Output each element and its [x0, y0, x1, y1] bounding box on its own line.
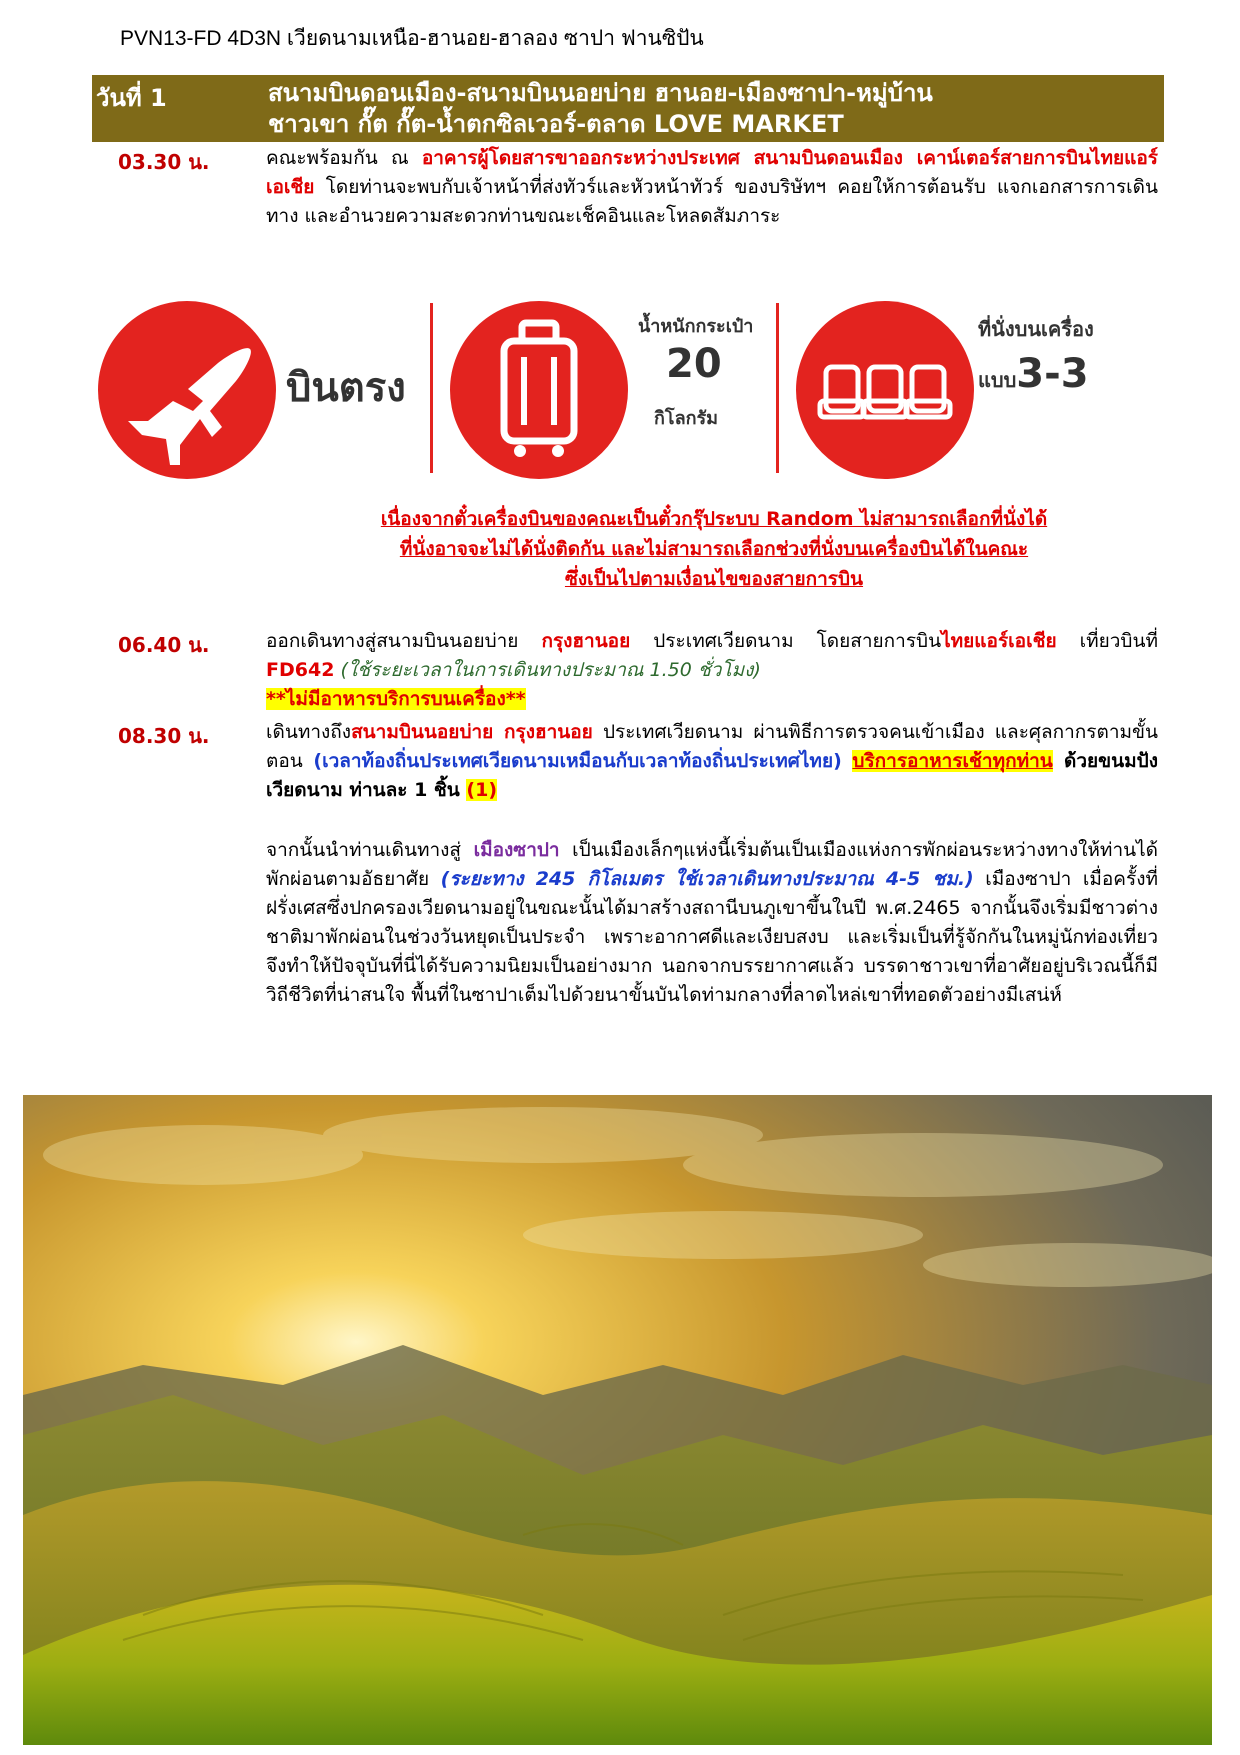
entry-0830-text	[266, 718, 1158, 805]
time-0330: 03.30 น.	[118, 150, 210, 174]
arrival-airport: สนามบินนอยบ่าย กรุงฮานอย	[351, 721, 593, 743]
direct-flight-label: บินตรง	[286, 365, 406, 411]
entry-text: โดยท่านจะพบกับเจ้าหน้าที่ส่งทัวร์และหัวหน้าทัวร์ ของบริษัทฯ คอยให้การต้อนรับ แจกเอกสารการเดินทาง และอำนวยความสะดวกท่านขณะเช็คอินและโหลดสัมภาระ	[266, 176, 1158, 227]
baggage-unit: กิโลกรัม	[654, 408, 719, 429]
day-title-line2: ชาวเขา กั๊ต กั๊ต-น้ำตกซิลเวอร์-ตลาด LOVE MARKET	[268, 110, 844, 138]
entry-text: เดินทางถึง	[266, 721, 352, 743]
entry-text: ออกเดินทางสู่สนามบินนอยบ่าย	[266, 630, 542, 652]
sapa-town: เมืองซาปา	[473, 839, 560, 861]
time-zone-note: (เวลาท้องถิ่นประเทศเวียดนามเหมือนกับเวลาท้องถิ่นประเทศไทย)	[313, 750, 842, 772]
entry-text: ประเทศเวียดนาม ผ่านพิธีการตรวจคนเข้าเมือง และศุลกากรตามขั้นตอน	[266, 721, 1158, 772]
seat-label: ที่นั่งบนเครื่อง	[978, 317, 1094, 341]
entry-0640-text	[266, 627, 1158, 714]
seat-circle	[796, 301, 974, 479]
plane-circle	[98, 301, 276, 479]
luggage-circle	[450, 301, 628, 479]
time-0640: 06.40 น.	[118, 633, 210, 657]
divider	[430, 303, 433, 473]
sapa-rice-terrace-photo	[23, 1095, 1212, 1745]
entry-text: เมืองซาปา เมื่อครั้งที่ฝรั่งเศสซึ่งปกครองเวียดนามอยู่ในขณะนั้นได้มาสร้างสถานีบนภูเขาขึ้นในปี พ.ศ.2465 จากนั้นจึงเริ่มมีชาวต่างชาติมาพักผ่อนในช่วงวันหยุดเป็นประจำ เพราะอากาศดีและเงียบสงบ และเริ่มเป็นที่รู้จักกันในหมู่นักท่องเที่ยว จึงทำให้ปัจจุบันที่นี่ได้รับความนิยมเป็นอย่างมาก นอกจากบรรยากาศแล้ว บรรดาชาวเขาที่อาศัยอยู่บริเวณนี้ก็มีวิถีชีวิตที่น่าสนใจ พื้นที่ในซาปาเต็มไปด้วยนาขั้นบันไดท่ามกลางที่ลาดไหล่เขาที่ทอดตัวอย่างมีเสน่ห์	[266, 868, 1158, 1006]
divider	[776, 303, 779, 473]
entry-text: เป็นเมืองเล็กๆแห่งนี้เริ่มต้นเป็นเมืองแห่งการพักผ่อนระหว่างทางให้ท่านได้พักผ่อนตามอัธยาศัย	[266, 839, 1158, 890]
seat-prefix: แบบ	[978, 368, 1017, 392]
airplane-icon	[98, 301, 276, 479]
flight-number: FD642	[266, 659, 335, 681]
baggage-value: 20	[666, 341, 722, 387]
entry-text: คณะพร้อมกัน ณ	[266, 147, 422, 169]
departure-terminal: อาคารผู้โดยสารขาออกระหว่างประเทศ สนามบินดอนเมือง เคาน์เตอร์สายการบินไทยแอร์เอเชีย	[266, 147, 1158, 198]
entry-text: ประเทศเวียดนาม โดยสายการบิน	[630, 630, 942, 652]
time-0830: 08.30 น.	[118, 724, 210, 748]
day-label: วันที่ 1	[96, 84, 167, 112]
day-title-line1: สนามบินดอนเมือง-สนามบินนอยบ่าย ฮานอย-เมืองซาปา-หมู่บ้าน	[268, 79, 933, 107]
entry-0330-text	[266, 144, 1158, 231]
notice-line: ซึ่งเป็นไปตามเงื่อนไขของสายการบิน	[564, 568, 864, 590]
airline-name: ไทยแอร์เอเชีย	[941, 630, 1057, 652]
notice-line: เนื่องจากตั๋วเครื่องบินของคณะเป็นตั๋วกรุ๊ประบบ Random ไม่สามารถเลือกที่นั่งได้	[380, 508, 1048, 530]
flight-duration: (ใช้ระยะเวลาในการเดินทางประมาณ 1.50 ชั่วโมง)	[334, 659, 761, 681]
notice-line: ที่นั่งอาจจะไม่ได้นั่งติดกัน และไม่สามารถเลือกช่วงที่นั่งบนเครื่องบินได้ในคณะ	[399, 538, 1029, 560]
travel-distance: (ระยะทาง 245 กิโลเมตร ใช้เวลาเดินทางประมาณ 4-5 ชม.)	[440, 868, 974, 890]
seat-config	[978, 351, 1089, 397]
destination-city: กรุงฮานอย	[541, 630, 631, 652]
document-header: PVN13-FD 4D3N เวียดนามเหนือ-ฮานอย-ฮาลอง ซาปา ฟานซิปัน	[120, 27, 704, 50]
no-meal-notice: **ไม่มีอาหารบริการบนเครื่อง**	[266, 688, 526, 710]
day-title	[268, 78, 1148, 140]
meal-count: (1)	[466, 779, 498, 801]
ticket-notice	[264, 504, 1164, 594]
seat-value: 3-3	[1016, 351, 1089, 397]
seat-icon	[796, 301, 974, 479]
luggage-icon	[450, 301, 628, 479]
baggage-label: น้ำหนักกระเป๋า	[638, 316, 754, 337]
entry-text: เที่ยวบินที่	[1056, 630, 1158, 652]
sapa-description	[266, 836, 1158, 1010]
breakfast-detail: ด้วยขนมปังเวียดนาม ท่านละ 1 ชิ้น	[266, 750, 1158, 801]
flight-info-banner	[98, 293, 1166, 489]
breakfast-service: บริการอาหารเช้าทุกท่าน	[852, 750, 1053, 772]
day-banner	[92, 75, 1164, 142]
entry-text: จากนั้นนำท่านเดินทางสู่	[266, 839, 474, 861]
